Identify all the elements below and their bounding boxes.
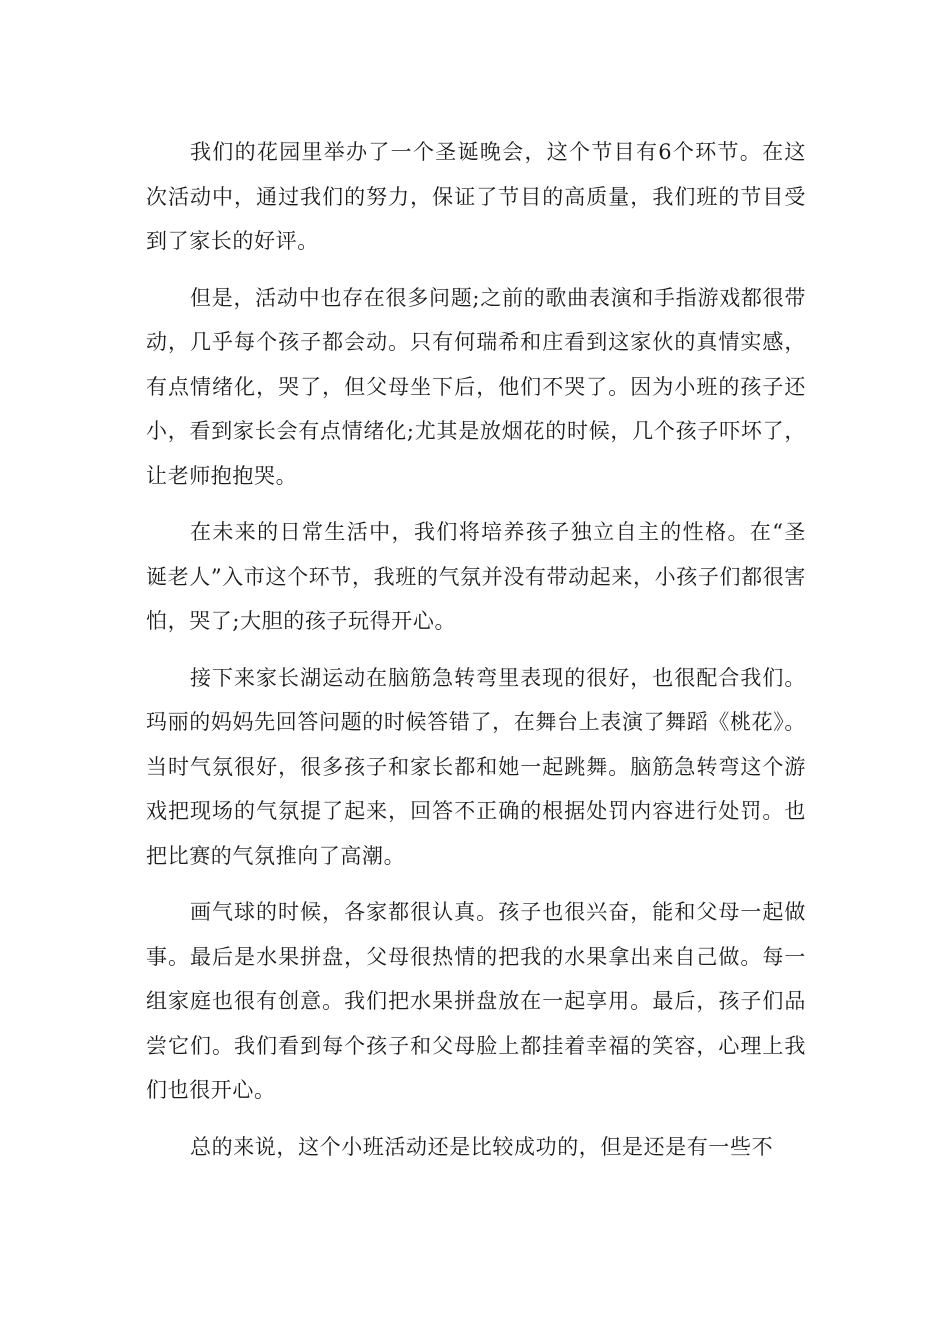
document-body (146, 130, 806, 1181)
paragraph-2: 但是，活动中也存在很多问题;之前的歌曲表演和手指游戏都很带动，几乎每个孩子都会动。只有何瑞希和庄看到这家伙的真情实感，有点情绪化，哭了，但父母坐下后，他们不哭了。因为小班的孩子还小，看到家长会有点情绪化;尤其是放烟花的时候，几个孩子吓坏了，让老师抱抱哭。 (146, 285, 806, 488)
paragraph-6: 总的来说，这个小班活动还是比较成功的，但是还是有一些不 (190, 1134, 774, 1159)
paragraph-1: 我们的花园里举办了一个圣诞晚会，这个节目有6个环节。在这次活动中，通过我们的努力，保证了节目的高质量，我们班的节目受到了家长的好评。 (146, 140, 806, 253)
paragraph-3: 在未来的日常生活中，我们将培养孩子独立自主的性格。在“圣诞老人”入市这个环节，我班的气氛并没有带动起来，小孩子们都很害怕，哭了;大胆的孩子玩得开心。 (146, 520, 806, 633)
paragraph-5: 画气球的时候，各家都很认真。孩子也很兴奋，能和父母一起做事。最后是水果拼盘，父母很热情的把我的水果拿出来自己做。每一组家庭也很有创意。我们把水果拼盘放在一起享用。最后，孩子们品尝它们。我们看到每个孩子和父母脸上都挂着幸福的笑容，心理上我们也很开心。 (146, 900, 806, 1102)
paragraph-4: 接下来家长湖运动在脑筋急转弯里表现的很好，也很配合我们。玛丽的妈妈先回答问题的时候答错了，在舞台上表演了舞蹈《桃花》。当时气氛很好，很多孩子和家长都和她一起跳舞。脑筋急转弯这个游戏把现场的气氛提了起来，回答不正确的根据处罚内容进行处罚。也把比赛的气氛推向了高潮。 (146, 665, 806, 868)
